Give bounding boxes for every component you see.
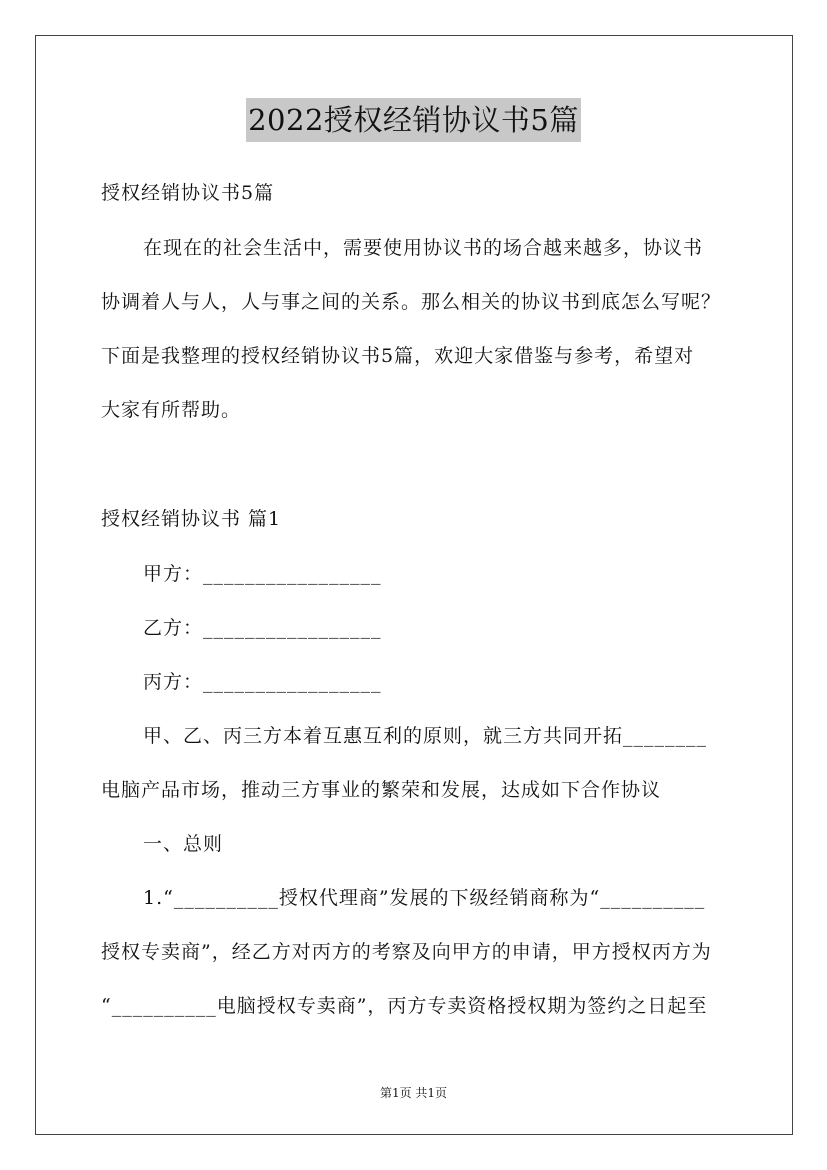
title-container <box>0 98 827 142</box>
paragraph-line: 电脑产品市场，推动三方事业的繁荣和发展，达成如下合作协议 <box>101 779 662 801</box>
paragraph-line: 1.“__________授权代理商”发展的下级经销商称为“__________ <box>143 887 706 909</box>
paragraph-line: 在现在的社会生活中，需要使用协议书的场合越来越多，协议书 <box>143 237 704 259</box>
page-footer: 第1页 共1页 <box>379 1086 448 1100</box>
paragraph-line: 协调着人与人，人与事之间的关系。那么相关的协议书到底怎么写呢？ <box>101 291 722 313</box>
document-title: 2022授权经销协议书5篇 <box>246 98 581 142</box>
party-b-field: 乙方：_________________ <box>143 617 382 639</box>
party-a-field: 甲方：_________________ <box>143 563 382 585</box>
paragraph-line: 授权专卖商”，经乙方对丙方的考察及向甲方的申请，甲方授权丙方为 <box>101 941 712 963</box>
paragraph-line: 大家有所帮助。 <box>101 399 242 421</box>
clause-heading: 一、总则 <box>143 833 224 855</box>
subtitle-line: 授权经销协议书5篇 <box>101 182 275 204</box>
party-c-field: 丙方：_________________ <box>143 671 382 693</box>
paragraph-line: 甲、乙、丙三方本着互惠互利的原则，就三方共同开拓________ <box>143 725 708 747</box>
section-heading: 授权经销协议书 篇1 <box>101 508 282 530</box>
paragraph-line: “__________电脑授权专卖商”，丙方专卖资格授权期为签约之日起至 <box>101 995 708 1017</box>
paragraph-line: 下面是我整理的授权经销协议书5篇，欢迎大家借鉴与参考，希望对 <box>101 345 695 367</box>
